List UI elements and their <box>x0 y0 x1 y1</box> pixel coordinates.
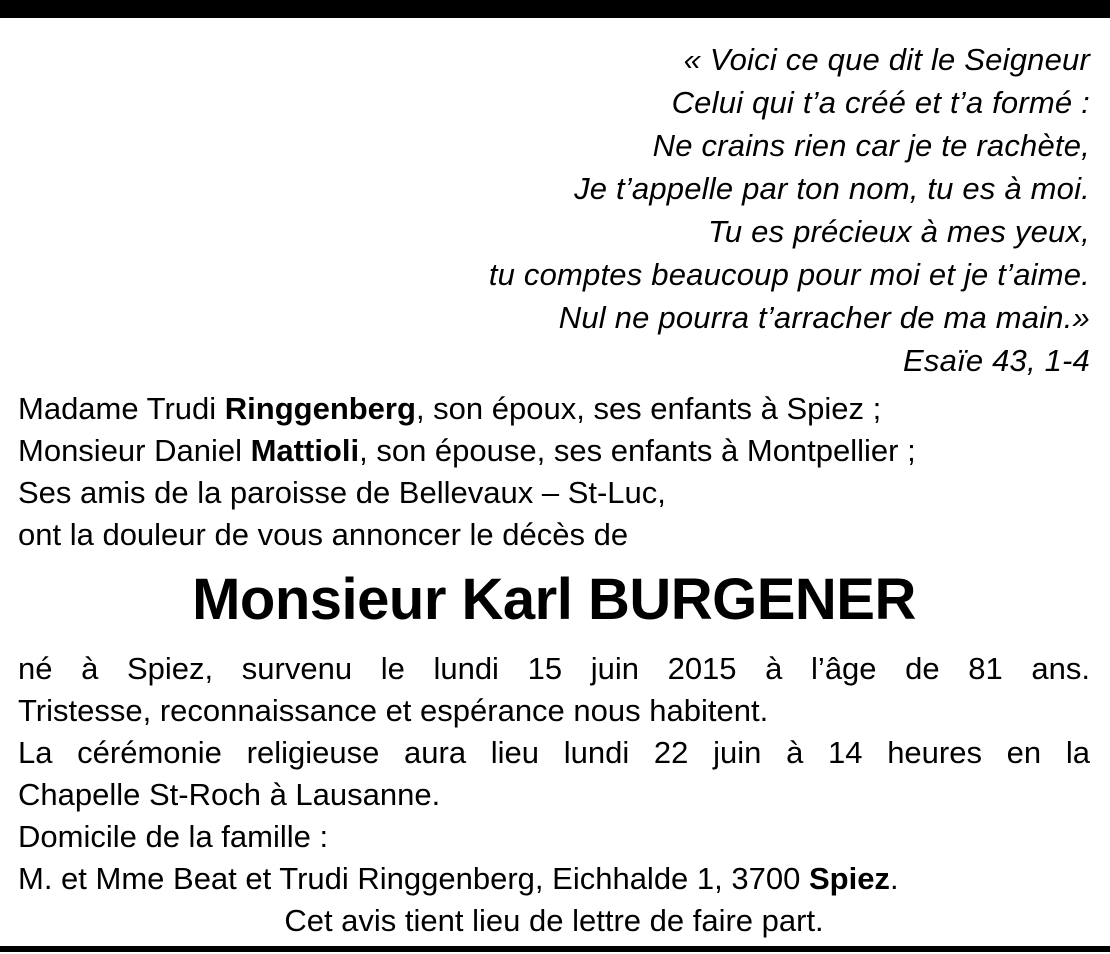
family-announcement <box>18 388 1090 556</box>
top-rule <box>0 0 1110 18</box>
verse-line: tu comptes beaucoup pour moi et je t’aime. <box>488 257 1090 292</box>
family-address-line <box>18 858 1090 900</box>
family-line-text: Monsieur Daniel <box>18 433 251 468</box>
ceremony-location-line: Chapelle St-Roch à Lausanne. <box>18 777 441 812</box>
family-line-text: , son époux, ses enfants à Spiez ; <box>415 391 882 426</box>
domicile-label: Domicile de la famille : <box>18 819 329 854</box>
deceased-name: Monsieur Karl BURGENER <box>192 567 916 632</box>
verse-line: Ne crains rien car je te rachète, <box>652 128 1090 163</box>
address-city: Spiez <box>808 861 890 896</box>
verse-line: Celui qui t’a créé et t’a formé : <box>671 85 1090 120</box>
birth-death-line: né à Spiez, survenu le lundi 15 juin 2015 à l’âge de 81 ans. <box>18 651 1090 686</box>
family-surname: Ringgenberg <box>224 391 416 426</box>
family-surname: Mattioli <box>250 433 360 468</box>
family-line-text: Madame Trudi <box>18 391 225 426</box>
family-line-ringgenberg <box>18 388 1090 430</box>
verse-reference: Esaïe 43, 1-4 <box>903 343 1090 378</box>
address-text: M. et Mme Beat et Trudi Ringgenberg, Eichhalde 1, 3700 <box>18 861 809 896</box>
verse-line: Nul ne pourra t’arracher de ma main.» <box>558 300 1090 335</box>
verse-line: « Voici ce que dit le Seigneur <box>683 42 1090 77</box>
verse-line: Tu es précieux à mes yeux, <box>708 214 1090 249</box>
verse-line: Je t’appelle par ton nom, tu es à moi. <box>574 171 1090 206</box>
ceremony-line: La cérémonie religieuse aura lieu lundi 22 juin à 14 heures en la <box>18 735 1090 770</box>
family-line-text: , son épouse, ses enfants à Montpellier ; <box>359 433 916 468</box>
address-text: . <box>889 861 899 896</box>
obituary-notice <box>18 38 1090 942</box>
family-line-mattioli <box>18 430 1090 472</box>
friends-line: Ses amis de la paroisse de Bellevaux – St-Luc, <box>18 475 666 510</box>
announcement-line: ont la douleur de vous annoncer le décès de <box>18 517 629 552</box>
bible-verse <box>18 38 1090 382</box>
bottom-rule <box>0 946 1110 952</box>
sentiment-line: Tristesse, reconnaissance et espérance nous habitent. <box>18 693 769 728</box>
funeral-details <box>18 648 1090 942</box>
notice-footer: Cet avis tient lieu de lettre de faire part. <box>284 903 824 938</box>
